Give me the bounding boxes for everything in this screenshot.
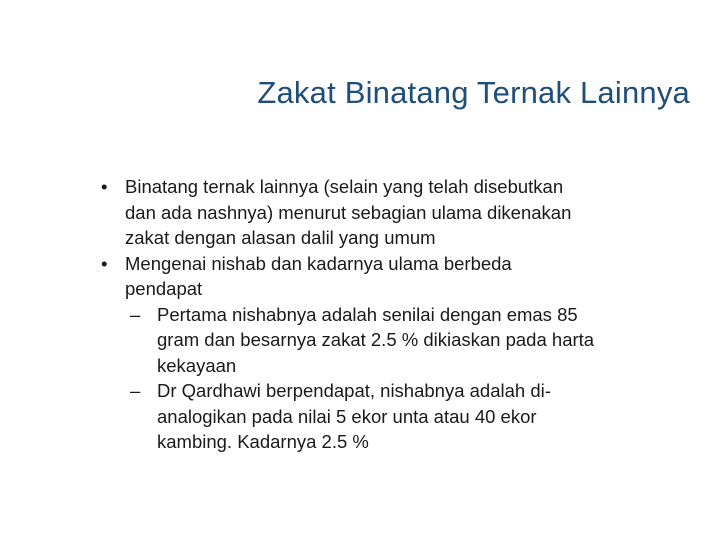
bullet-line: dan ada nashnya) menurut sebagian ulama dikenakan [125,201,572,223]
bullet-item-2 [90,251,690,302]
bullet-marker: • [101,252,108,274]
sub-bullet-line: gram dan besarnya zakat 2.5 % dikiaskan pada harta [157,329,595,350]
sub-bullet-line: Pertama nishabnya adalah senilai dengan emas 85 [157,303,578,325]
sub-bullet-line: Dr Qardhawi berpendapat, nishabnya adalah di- [157,380,551,401]
slide-content [90,174,690,455]
sub-bullet-line: kekayaan [157,354,237,376]
dash-marker: – [130,380,141,401]
bullet-line: zakat dengan alasan dalil yang umum [125,227,436,248]
bullet-marker: • [101,176,108,197]
bullet-line: Binatang ternak lainnya (selain yang telah disebutkan [125,176,564,197]
slide-title: Zakat Binatang Ternak Lainnya [257,75,690,110]
sub-bullet-item-2 [90,378,690,455]
dash-marker: – [130,303,141,325]
bullet-line: pendapat [125,278,203,299]
sub-bullet-line: analogikan pada nilai 5 ekor unta atau 40 ekor [157,405,537,427]
sub-bullet-item-1 [90,302,690,379]
bullet-item-1 [90,174,690,251]
sub-bullet-line: kambing. Kadarnya 2.5 % [157,431,369,452]
bullet-line: Mengenai nishab dan kadarnya ulama berbeda [125,252,512,274]
